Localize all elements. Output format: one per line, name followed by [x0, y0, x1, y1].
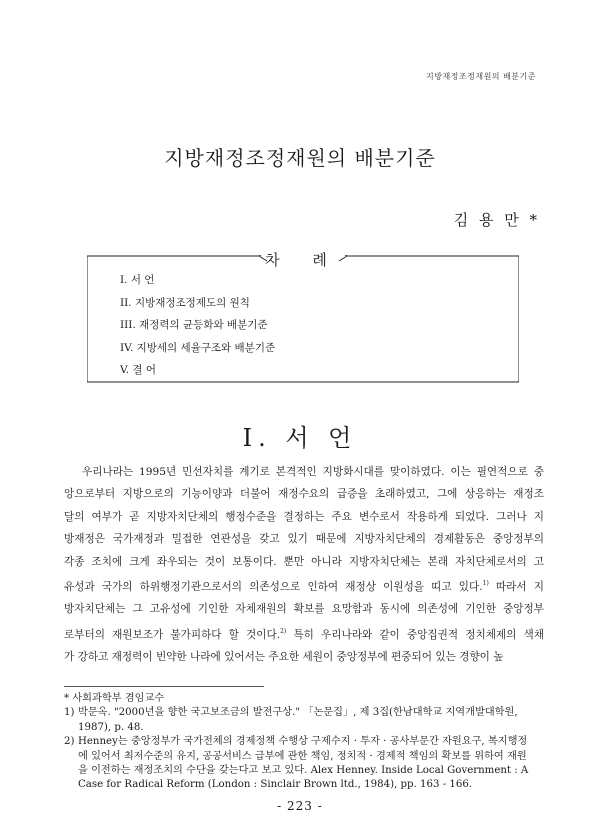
page-number: - 223 -	[277, 799, 323, 813]
body-line	[64, 573, 544, 598]
footnote-line: 박문옥. "2000년을 향한 국고보조금의 발전구상." 「논문집」, 제 3집(한남대학교 지역개발대학원,	[78, 707, 518, 719]
toc-item: III. 재정력의 균등화와 배분기준	[120, 319, 268, 331]
body-paragraph	[64, 461, 544, 669]
body-line: 앙으로부터 지방으로의 기능이양과 더불어 재정수요의 급증을 초래하였고, 그에 상응하는 재정조	[64, 488, 544, 501]
footnote-mark: 1)	[64, 707, 75, 719]
toc-item: V. 결 어	[120, 364, 157, 376]
section-heading: I. 서 언	[242, 424, 358, 452]
body-line: 달의 여부가 곧 지방자치단체의 행정수준을 결정하는 주요 변수로서 작용하게 되었다. 그러나 지	[64, 510, 544, 523]
footnote-body	[78, 735, 544, 793]
toc-item: II. 지방재정조정제도의 원칙	[120, 296, 250, 309]
toc-title: 차 례	[265, 251, 341, 269]
footnote-mark: 2)	[64, 736, 75, 748]
footnote-line: 1987), p. 48.	[78, 721, 144, 733]
toc-list	[120, 274, 275, 387]
paper-title: 지방재정조정재원의 배분기준	[164, 146, 436, 170]
footnote-2	[64, 735, 544, 793]
footnote-ref: 1)	[482, 580, 489, 588]
body-line: 가 강하고 재정력이 빈약한 나라에 있어서는 주요한 세원이 중앙정부에 편중되어 있는 경향이 높	[64, 651, 504, 664]
running-head: 지방재정조정재원의 배분기준	[425, 72, 536, 81]
body-line: 각종 조치에 크게 좌우되는 것이 보통이다. 뿐만 아니라 지방자치단체는 본래 자치단체로서의 고	[64, 555, 544, 568]
footnote-line: 을 이전하는 재정조치의 수단을 갖는다고 보고 있다. Alex Henney. Inside Local Government : A	[78, 765, 529, 777]
body-text-run: 유성과 국가의 하위행정기관으로서의 의존성으로 인하여 재정상 이원성을 띠고 있다.	[64, 581, 483, 594]
body-line: 방재정은 국가재정과 밀접한 연관성을 갖고 있기 때문에 지방자치단체의 경제활동은 중앙정부의	[64, 533, 544, 546]
author-affiliation: * 사회과학부 겸임교수	[64, 693, 165, 704]
footnote-ref: 2)	[280, 627, 287, 635]
footnote-line: 에 있어서 최저수준의 유지, 공공서비스 급부에 관한 책임, 정치적 · 경제적 책임의 확보를 위하여 재원	[78, 750, 527, 762]
footnote-divider	[64, 686, 264, 687]
footnotes	[64, 692, 544, 793]
body-line: 우리나라는 1995년 민선자치를 계기로 본격적인 지방화시대를 맞이하였다. 이는 필연적으로 중	[82, 466, 544, 478]
body-text-run: 따라서 지	[488, 581, 545, 594]
footnote-body	[78, 706, 544, 735]
body-text-run: 특히 우리나라와 같이 중앙집권적 정치체제의 색채	[286, 628, 544, 641]
body-text-run: 로부터의 재원보조가 불가피하다 할 것이다.	[64, 628, 281, 641]
body-line: 방자치단체는 그 고유성에 기인한 자체재원의 확보를 요망함과 동시에 의존성에 기인한 중앙정부	[64, 603, 544, 616]
footnote-1	[64, 706, 544, 735]
footnote-line: Case for Radical Reform (London : Sinclair Brown ltd., 1984), pp. 163 - 166.	[78, 779, 473, 791]
body-line	[64, 621, 544, 646]
footnote-line: Henney는 중앙정부가 국가전체의 경제정책 수행상 구제수지 · 투자 · 공사부문간 자원요구, 복지행정	[78, 736, 528, 748]
author-name: 김 용 만 *	[453, 211, 540, 229]
table-of-contents	[87, 251, 519, 383]
toc-item: IV. 지방세의 세율구조와 배분기준	[120, 341, 276, 354]
toc-item: I. 서 언	[120, 274, 155, 286]
